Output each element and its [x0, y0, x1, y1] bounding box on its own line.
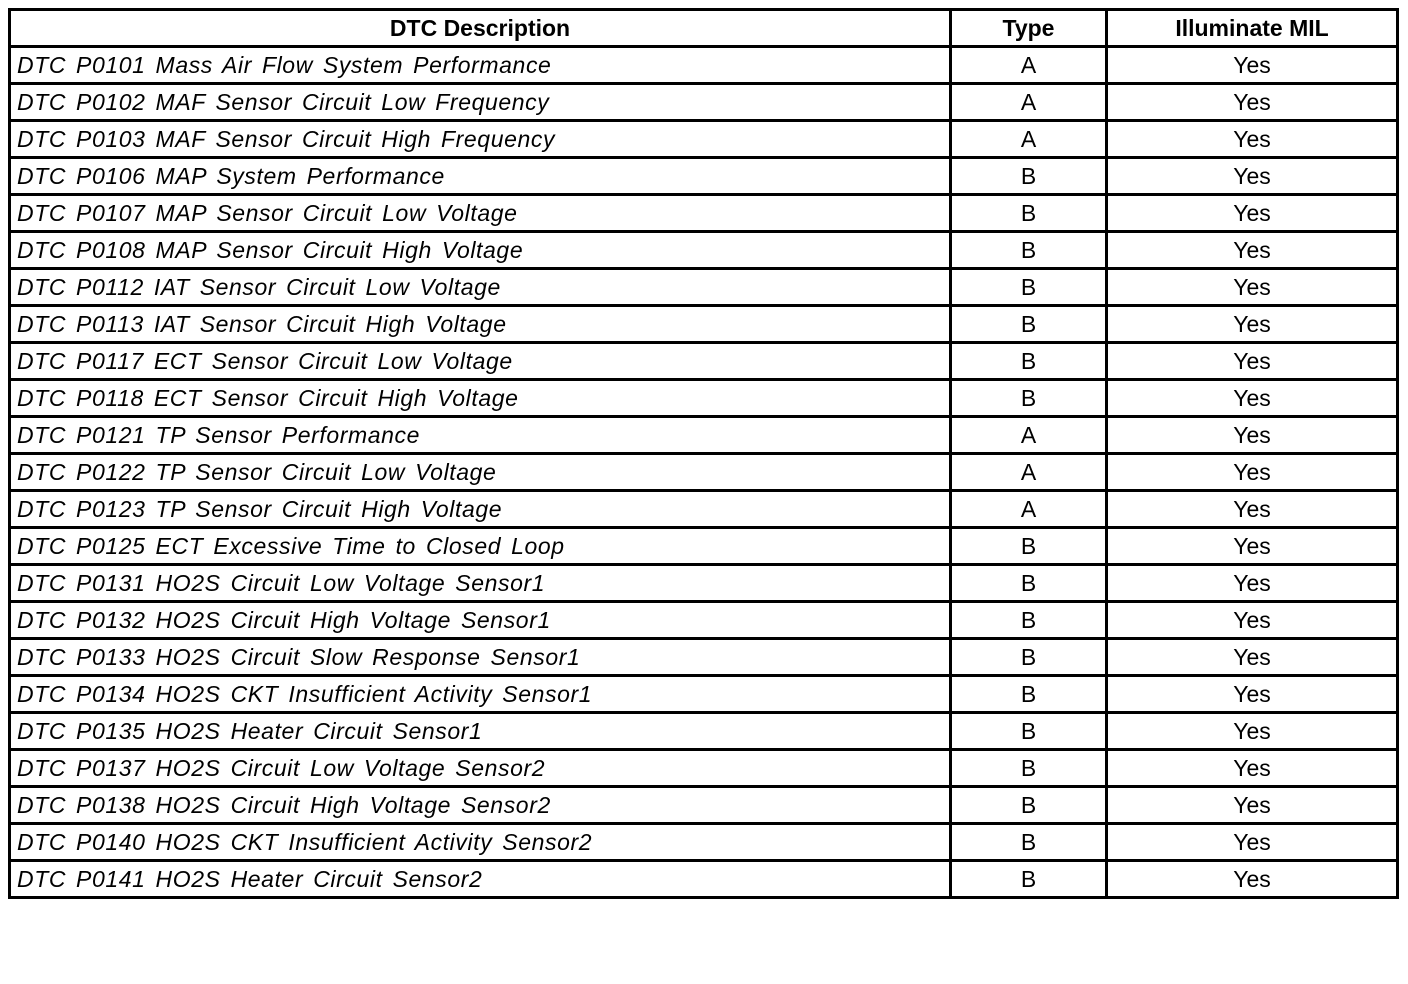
table-row	[10, 861, 1398, 898]
illuminate-mil-cell: Yes	[1107, 676, 1398, 713]
dtc-description-cell: DTC P0121 TP Sensor Performance	[10, 417, 951, 454]
table-row	[10, 454, 1398, 491]
table-row	[10, 787, 1398, 824]
dtc-description-cell: DTC P0108 MAP Sensor Circuit High Voltage	[10, 232, 951, 269]
illuminate-mil-cell: Yes	[1107, 602, 1398, 639]
illuminate-mil-cell: Yes	[1107, 343, 1398, 380]
column-header-type: Type	[951, 10, 1107, 47]
table-row	[10, 158, 1398, 195]
dtc-description-cell: DTC P0112 IAT Sensor Circuit Low Voltage	[10, 269, 951, 306]
dtc-description-cell: DTC P0132 HO2S Circuit High Voltage Sensor1	[10, 602, 951, 639]
table-row	[10, 491, 1398, 528]
illuminate-mil-cell: Yes	[1107, 47, 1398, 84]
dtc-description-cell: DTC P0118 ECT Sensor Circuit High Voltage	[10, 380, 951, 417]
table-row	[10, 602, 1398, 639]
dtc-type-cell: B	[951, 195, 1107, 232]
dtc-type-cell: B	[951, 676, 1107, 713]
dtc-table	[8, 8, 1399, 899]
dtc-description-cell: DTC P0138 HO2S Circuit High Voltage Sensor2	[10, 787, 951, 824]
table-row	[10, 121, 1398, 158]
table-row	[10, 417, 1398, 454]
dtc-description-cell: DTC P0131 HO2S Circuit Low Voltage Sensor1	[10, 565, 951, 602]
illuminate-mil-cell: Yes	[1107, 565, 1398, 602]
illuminate-mil-cell: Yes	[1107, 232, 1398, 269]
dtc-description-cell: DTC P0103 MAF Sensor Circuit High Frequency	[10, 121, 951, 158]
dtc-description-cell: DTC P0133 HO2S Circuit Slow Response Sensor1	[10, 639, 951, 676]
dtc-description-cell: DTC P0106 MAP System Performance	[10, 158, 951, 195]
table-row	[10, 269, 1398, 306]
dtc-type-cell: B	[951, 750, 1107, 787]
dtc-type-cell: A	[951, 121, 1107, 158]
dtc-type-cell: B	[951, 269, 1107, 306]
illuminate-mil-cell: Yes	[1107, 750, 1398, 787]
dtc-type-cell: B	[951, 232, 1107, 269]
column-header-description: DTC Description	[10, 10, 951, 47]
illuminate-mil-cell: Yes	[1107, 417, 1398, 454]
dtc-description-cell: DTC P0140 HO2S CKT Insufficient Activity Sensor2	[10, 824, 951, 861]
dtc-type-cell: B	[951, 602, 1107, 639]
dtc-description-cell: DTC P0141 HO2S Heater Circuit Sensor2	[10, 861, 951, 898]
dtc-type-cell: B	[951, 380, 1107, 417]
illuminate-mil-cell: Yes	[1107, 713, 1398, 750]
table-row	[10, 565, 1398, 602]
dtc-type-cell: B	[951, 158, 1107, 195]
table-row	[10, 750, 1398, 787]
table-row	[10, 380, 1398, 417]
dtc-type-cell: B	[951, 343, 1107, 380]
illuminate-mil-cell: Yes	[1107, 491, 1398, 528]
dtc-description-cell: DTC P0123 TP Sensor Circuit High Voltage	[10, 491, 951, 528]
dtc-description-cell: DTC P0107 MAP Sensor Circuit Low Voltage	[10, 195, 951, 232]
illuminate-mil-cell: Yes	[1107, 824, 1398, 861]
dtc-type-cell: B	[951, 824, 1107, 861]
dtc-description-cell: DTC P0125 ECT Excessive Time to Closed Loop	[10, 528, 951, 565]
dtc-description-cell: DTC P0102 MAF Sensor Circuit Low Frequency	[10, 84, 951, 121]
illuminate-mil-cell: Yes	[1107, 639, 1398, 676]
illuminate-mil-cell: Yes	[1107, 861, 1398, 898]
dtc-type-cell: A	[951, 84, 1107, 121]
table-row	[10, 306, 1398, 343]
illuminate-mil-cell: Yes	[1107, 787, 1398, 824]
dtc-description-cell: DTC P0137 HO2S Circuit Low Voltage Sensor2	[10, 750, 951, 787]
dtc-type-cell: A	[951, 491, 1107, 528]
illuminate-mil-cell: Yes	[1107, 84, 1398, 121]
illuminate-mil-cell: Yes	[1107, 454, 1398, 491]
dtc-type-cell: B	[951, 713, 1107, 750]
column-header-mil: Illuminate MIL	[1107, 10, 1398, 47]
table-row	[10, 824, 1398, 861]
illuminate-mil-cell: Yes	[1107, 195, 1398, 232]
dtc-type-cell: B	[951, 787, 1107, 824]
table-body	[10, 47, 1398, 898]
dtc-type-cell: A	[951, 417, 1107, 454]
table-row	[10, 676, 1398, 713]
dtc-type-cell: B	[951, 306, 1107, 343]
illuminate-mil-cell: Yes	[1107, 269, 1398, 306]
dtc-description-cell: DTC P0134 HO2S CKT Insufficient Activity Sensor1	[10, 676, 951, 713]
table-row	[10, 84, 1398, 121]
dtc-type-cell: B	[951, 565, 1107, 602]
illuminate-mil-cell: Yes	[1107, 380, 1398, 417]
table-row	[10, 713, 1398, 750]
dtc-description-cell: DTC P0113 IAT Sensor Circuit High Voltage	[10, 306, 951, 343]
table-row	[10, 528, 1398, 565]
illuminate-mil-cell: Yes	[1107, 528, 1398, 565]
table-row	[10, 195, 1398, 232]
dtc-type-cell: B	[951, 528, 1107, 565]
dtc-description-cell: DTC P0117 ECT Sensor Circuit Low Voltage	[10, 343, 951, 380]
dtc-type-cell: B	[951, 639, 1107, 676]
table-row	[10, 639, 1398, 676]
table-row	[10, 343, 1398, 380]
dtc-description-cell: DTC P0135 HO2S Heater Circuit Sensor1	[10, 713, 951, 750]
dtc-description-cell: DTC P0122 TP Sensor Circuit Low Voltage	[10, 454, 951, 491]
table-row	[10, 232, 1398, 269]
dtc-description-cell: DTC P0101 Mass Air Flow System Performance	[10, 47, 951, 84]
illuminate-mil-cell: Yes	[1107, 121, 1398, 158]
dtc-type-cell: A	[951, 47, 1107, 84]
illuminate-mil-cell: Yes	[1107, 306, 1398, 343]
table-row	[10, 47, 1398, 84]
illuminate-mil-cell: Yes	[1107, 158, 1398, 195]
table-header-row	[10, 10, 1398, 47]
dtc-type-cell: A	[951, 454, 1107, 491]
dtc-type-cell: B	[951, 861, 1107, 898]
